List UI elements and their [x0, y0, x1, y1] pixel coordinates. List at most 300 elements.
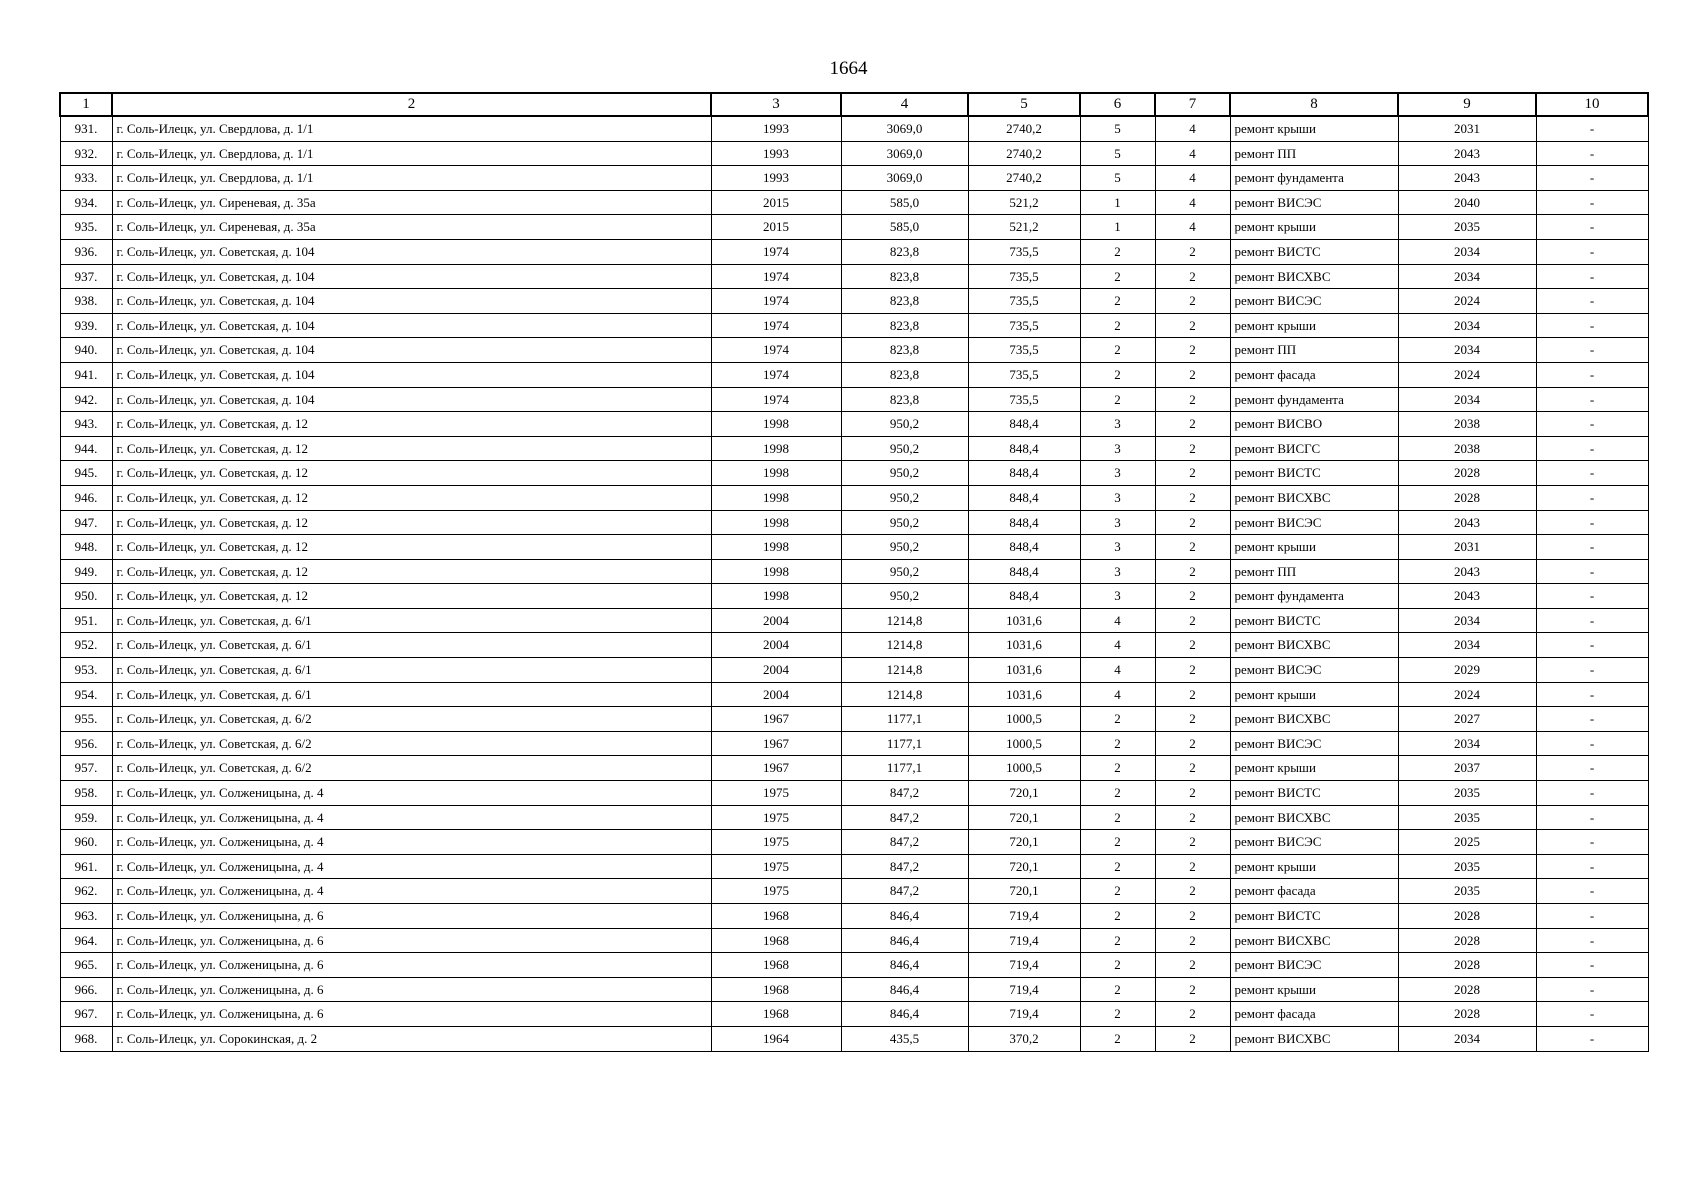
cell-address: г. Соль-Илецк, ул. Советская, д. 12 [112, 485, 711, 510]
cell-year-built: 1998 [711, 461, 841, 486]
cell-living-area: 1031,6 [968, 682, 1080, 707]
cell-living-area: 848,4 [968, 535, 1080, 560]
cell-living-area: 719,4 [968, 953, 1080, 978]
cell-work-type: ремонт ВИСТС [1230, 904, 1398, 929]
cell-address: г. Соль-Илецк, ул. Солженицына, д. 6 [112, 1002, 711, 1027]
table-row [60, 682, 1648, 707]
cell-planned-year: 2029 [1398, 658, 1536, 683]
cell-row-number: 962. [60, 879, 112, 904]
cell-planned-year: 2024 [1398, 289, 1536, 314]
cell-floors: 2 [1080, 362, 1155, 387]
column-header-2: 2 [112, 93, 711, 116]
cell-total-area: 435,5 [841, 1026, 968, 1051]
cell-year-built: 1967 [711, 707, 841, 732]
cell-row-number: 951. [60, 608, 112, 633]
cell-planned-year: 2028 [1398, 1002, 1536, 1027]
table-row [60, 535, 1648, 560]
cell-entrances: 2 [1155, 485, 1230, 510]
cell-living-area: 720,1 [968, 830, 1080, 855]
cell-planned-year: 2028 [1398, 485, 1536, 510]
cell-planned-year: 2034 [1398, 338, 1536, 363]
cell-living-area: 720,1 [968, 879, 1080, 904]
table-row [60, 953, 1648, 978]
cell-cost: - [1536, 190, 1648, 215]
cell-address: г. Соль-Илецк, ул. Советская, д. 12 [112, 510, 711, 535]
column-header-7: 7 [1155, 93, 1230, 116]
cell-floors: 2 [1080, 756, 1155, 781]
cell-living-area: 1000,5 [968, 731, 1080, 756]
cell-year-built: 1998 [711, 535, 841, 560]
cell-floors: 2 [1080, 1026, 1155, 1051]
cell-work-type: ремонт крыши [1230, 756, 1398, 781]
table-row [60, 141, 1648, 166]
cell-planned-year: 2034 [1398, 1026, 1536, 1051]
table-row [60, 362, 1648, 387]
cell-work-type: ремонт фасада [1230, 362, 1398, 387]
table-row [60, 387, 1648, 412]
cell-cost: - [1536, 461, 1648, 486]
cell-entrances: 2 [1155, 387, 1230, 412]
cell-floors: 2 [1080, 1002, 1155, 1027]
cell-floors: 3 [1080, 510, 1155, 535]
table-row [60, 731, 1648, 756]
cell-planned-year: 2034 [1398, 731, 1536, 756]
table-row [60, 264, 1648, 289]
cell-year-built: 1968 [711, 977, 841, 1002]
cell-row-number: 965. [60, 953, 112, 978]
cell-planned-year: 2035 [1398, 215, 1536, 240]
cell-living-area: 735,5 [968, 313, 1080, 338]
cell-total-area: 585,0 [841, 190, 968, 215]
cell-entrances: 2 [1155, 313, 1230, 338]
cell-address: г. Соль-Илецк, ул. Сиреневая, д. 35а [112, 190, 711, 215]
cell-floors: 1 [1080, 190, 1155, 215]
cell-living-area: 1031,6 [968, 658, 1080, 683]
cell-floors: 2 [1080, 977, 1155, 1002]
table-row [60, 1026, 1648, 1051]
cell-address: г. Соль-Илецк, ул. Солженицына, д. 6 [112, 977, 711, 1002]
cell-year-built: 1975 [711, 879, 841, 904]
cell-total-area: 1177,1 [841, 731, 968, 756]
cell-entrances: 2 [1155, 412, 1230, 437]
cell-row-number: 941. [60, 362, 112, 387]
cell-floors: 2 [1080, 904, 1155, 929]
cell-work-type: ремонт ВИСЭС [1230, 190, 1398, 215]
table-row [60, 805, 1648, 830]
cell-living-area: 1031,6 [968, 608, 1080, 633]
cell-address: г. Соль-Илецк, ул. Советская, д. 104 [112, 264, 711, 289]
cell-total-area: 3069,0 [841, 116, 968, 141]
cell-row-number: 964. [60, 928, 112, 953]
cell-total-area: 3069,0 [841, 141, 968, 166]
cell-row-number: 956. [60, 731, 112, 756]
cell-floors: 4 [1080, 608, 1155, 633]
cell-year-built: 1968 [711, 953, 841, 978]
cell-total-area: 847,2 [841, 805, 968, 830]
cell-floors: 3 [1080, 535, 1155, 560]
cell-planned-year: 2025 [1398, 830, 1536, 855]
cell-year-built: 1974 [711, 338, 841, 363]
cell-work-type: ремонт ВИСХВС [1230, 485, 1398, 510]
cell-work-type: ремонт ВИСХВС [1230, 1026, 1398, 1051]
cell-cost: - [1536, 166, 1648, 191]
cell-address: г. Соль-Илецк, ул. Советская, д. 6/1 [112, 608, 711, 633]
cell-total-area: 950,2 [841, 485, 968, 510]
cell-total-area: 950,2 [841, 510, 968, 535]
table-row [60, 116, 1648, 141]
cell-living-area: 848,4 [968, 461, 1080, 486]
cell-cost: - [1536, 387, 1648, 412]
cell-work-type: ремонт ВИСТС [1230, 461, 1398, 486]
cell-floors: 2 [1080, 338, 1155, 363]
cell-row-number: 961. [60, 854, 112, 879]
cell-total-area: 950,2 [841, 412, 968, 437]
cell-cost: - [1536, 707, 1648, 732]
cell-year-built: 1974 [711, 313, 841, 338]
cell-planned-year: 2028 [1398, 953, 1536, 978]
table-row [60, 928, 1648, 953]
cell-entrances: 2 [1155, 707, 1230, 732]
cell-row-number: 944. [60, 436, 112, 461]
cell-planned-year: 2034 [1398, 633, 1536, 658]
cell-living-area: 2740,2 [968, 116, 1080, 141]
cell-year-built: 2004 [711, 633, 841, 658]
cell-floors: 4 [1080, 633, 1155, 658]
cell-total-area: 823,8 [841, 264, 968, 289]
cell-floors: 3 [1080, 436, 1155, 461]
cell-address: г. Соль-Илецк, ул. Солженицына, д. 4 [112, 830, 711, 855]
cell-work-type: ремонт ВИСЭС [1230, 510, 1398, 535]
cell-work-type: ремонт ВИСХВС [1230, 264, 1398, 289]
cell-entrances: 2 [1155, 510, 1230, 535]
cell-row-number: 968. [60, 1026, 112, 1051]
cell-address: г. Соль-Илецк, ул. Сорокинская, д. 2 [112, 1026, 711, 1051]
cell-work-type: ремонт ВИСТС [1230, 239, 1398, 264]
cell-address: г. Соль-Илецк, ул. Советская, д. 12 [112, 461, 711, 486]
cell-address: г. Соль-Илецк, ул. Солженицына, д. 4 [112, 854, 711, 879]
cell-row-number: 933. [60, 166, 112, 191]
cell-floors: 2 [1080, 805, 1155, 830]
table-row [60, 584, 1648, 609]
cell-row-number: 963. [60, 904, 112, 929]
cell-work-type: ремонт ПП [1230, 141, 1398, 166]
cell-entrances: 2 [1155, 953, 1230, 978]
cell-address: г. Соль-Илецк, ул. Советская, д. 6/2 [112, 707, 711, 732]
cell-year-built: 1967 [711, 731, 841, 756]
cell-work-type: ремонт ВИСЭС [1230, 289, 1398, 314]
cell-floors: 3 [1080, 485, 1155, 510]
cell-living-area: 735,5 [968, 387, 1080, 412]
column-header-4: 4 [841, 93, 968, 116]
cell-total-area: 1214,8 [841, 658, 968, 683]
cell-planned-year: 2043 [1398, 584, 1536, 609]
table-row [60, 559, 1648, 584]
cell-year-built: 1975 [711, 830, 841, 855]
cell-floors: 2 [1080, 387, 1155, 412]
cell-living-area: 521,2 [968, 215, 1080, 240]
cell-living-area: 720,1 [968, 781, 1080, 806]
cell-address: г. Соль-Илецк, ул. Советская, д. 104 [112, 338, 711, 363]
cell-cost: - [1536, 1026, 1648, 1051]
table-row [60, 412, 1648, 437]
cell-address: г. Соль-Илецк, ул. Советская, д. 104 [112, 362, 711, 387]
cell-entrances: 2 [1155, 805, 1230, 830]
page-number: 1664 [829, 58, 868, 79]
cell-year-built: 1964 [711, 1026, 841, 1051]
cell-entrances: 2 [1155, 977, 1230, 1002]
cell-planned-year: 2043 [1398, 559, 1536, 584]
cell-address: г. Соль-Илецк, ул. Солженицына, д. 6 [112, 928, 711, 953]
cell-floors: 2 [1080, 879, 1155, 904]
cell-entrances: 2 [1155, 1002, 1230, 1027]
column-header-3: 3 [711, 93, 841, 116]
cell-cost: - [1536, 338, 1648, 363]
cell-address: г. Соль-Илецк, ул. Советская, д. 12 [112, 412, 711, 437]
table-row [60, 1002, 1648, 1027]
cell-year-built: 1975 [711, 805, 841, 830]
cell-address: г. Соль-Илецк, ул. Советская, д. 104 [112, 239, 711, 264]
cell-total-area: 1214,8 [841, 682, 968, 707]
table-row [60, 436, 1648, 461]
column-number-header-row [60, 93, 1648, 116]
cell-floors: 3 [1080, 461, 1155, 486]
cell-floors: 3 [1080, 584, 1155, 609]
cell-year-built: 2015 [711, 215, 841, 240]
cell-planned-year: 2043 [1398, 166, 1536, 191]
cell-entrances: 4 [1155, 116, 1230, 141]
cell-work-type: ремонт ВИСТС [1230, 781, 1398, 806]
cell-total-area: 823,8 [841, 313, 968, 338]
cell-planned-year: 2038 [1398, 436, 1536, 461]
cell-work-type: ремонт ВИСЭС [1230, 731, 1398, 756]
cell-entrances: 2 [1155, 289, 1230, 314]
cell-year-built: 1998 [711, 510, 841, 535]
column-header-5: 5 [968, 93, 1080, 116]
cell-planned-year: 2040 [1398, 190, 1536, 215]
cell-work-type: ремонт ВИСХВС [1230, 633, 1398, 658]
cell-cost: - [1536, 608, 1648, 633]
cell-floors: 4 [1080, 658, 1155, 683]
column-header-9: 9 [1398, 93, 1536, 116]
cell-work-type: ремонт ВИСХВС [1230, 928, 1398, 953]
cell-floors: 2 [1080, 781, 1155, 806]
cell-row-number: 932. [60, 141, 112, 166]
cell-cost: - [1536, 215, 1648, 240]
cell-work-type: ремонт фундамента [1230, 387, 1398, 412]
cell-cost: - [1536, 535, 1648, 560]
cell-address: г. Соль-Илецк, ул. Сиреневая, д. 35а [112, 215, 711, 240]
cell-address: г. Соль-Илецк, ул. Солженицына, д. 4 [112, 805, 711, 830]
cell-total-area: 846,4 [841, 977, 968, 1002]
table-row [60, 904, 1648, 929]
cell-entrances: 2 [1155, 633, 1230, 658]
cell-cost: - [1536, 731, 1648, 756]
cell-year-built: 2015 [711, 190, 841, 215]
cell-entrances: 2 [1155, 756, 1230, 781]
table-row [60, 190, 1648, 215]
cell-living-area: 848,4 [968, 584, 1080, 609]
cell-work-type: ремонт крыши [1230, 977, 1398, 1002]
cell-work-type: ремонт ПП [1230, 559, 1398, 584]
cell-row-number: 945. [60, 461, 112, 486]
cell-row-number: 934. [60, 190, 112, 215]
cell-floors: 2 [1080, 707, 1155, 732]
cell-row-number: 954. [60, 682, 112, 707]
cell-entrances: 2 [1155, 559, 1230, 584]
table-row [60, 830, 1648, 855]
cell-entrances: 4 [1155, 166, 1230, 191]
cell-year-built: 1967 [711, 756, 841, 781]
cell-floors: 1 [1080, 215, 1155, 240]
cell-address: г. Соль-Илецк, ул. Советская, д. 6/1 [112, 682, 711, 707]
cell-year-built: 2004 [711, 608, 841, 633]
cell-year-built: 1974 [711, 239, 841, 264]
cell-work-type: ремонт крыши [1230, 535, 1398, 560]
cell-planned-year: 2034 [1398, 608, 1536, 633]
cell-entrances: 2 [1155, 584, 1230, 609]
cell-living-area: 848,4 [968, 510, 1080, 535]
cell-cost: - [1536, 264, 1648, 289]
cell-floors: 2 [1080, 289, 1155, 314]
table-row [60, 289, 1648, 314]
cell-planned-year: 2034 [1398, 239, 1536, 264]
cell-address: г. Соль-Илецк, ул. Свердлова, д. 1/1 [112, 166, 711, 191]
cell-total-area: 1214,8 [841, 608, 968, 633]
cell-work-type: ремонт фасада [1230, 879, 1398, 904]
cell-row-number: 959. [60, 805, 112, 830]
column-header-10: 10 [1536, 93, 1648, 116]
cell-row-number: 938. [60, 289, 112, 314]
cell-living-area: 719,4 [968, 977, 1080, 1002]
cell-row-number: 960. [60, 830, 112, 855]
cell-year-built: 1993 [711, 116, 841, 141]
cell-living-area: 735,5 [968, 239, 1080, 264]
cell-work-type: ремонт ВИСХВС [1230, 707, 1398, 732]
cell-cost: - [1536, 239, 1648, 264]
cell-living-area: 848,4 [968, 412, 1080, 437]
cell-address: г. Соль-Илецк, ул. Советская, д. 12 [112, 535, 711, 560]
column-header-1: 1 [60, 93, 112, 116]
cell-planned-year: 2035 [1398, 854, 1536, 879]
cell-cost: - [1536, 436, 1648, 461]
cell-cost: - [1536, 412, 1648, 437]
cell-cost: - [1536, 313, 1648, 338]
cell-floors: 2 [1080, 239, 1155, 264]
cell-floors: 5 [1080, 116, 1155, 141]
cell-living-area: 1031,6 [968, 633, 1080, 658]
cell-living-area: 848,4 [968, 485, 1080, 510]
cell-cost: - [1536, 854, 1648, 879]
table-row [60, 879, 1648, 904]
cell-work-type: ремонт ВИСХВС [1230, 805, 1398, 830]
cell-floors: 3 [1080, 559, 1155, 584]
cell-entrances: 2 [1155, 731, 1230, 756]
cell-year-built: 1998 [711, 584, 841, 609]
cell-row-number: 967. [60, 1002, 112, 1027]
repair-schedule-table [59, 92, 1649, 1052]
cell-total-area: 950,2 [841, 461, 968, 486]
cell-living-area: 719,4 [968, 928, 1080, 953]
cell-work-type: ремонт ВИСЭС [1230, 953, 1398, 978]
cell-planned-year: 2043 [1398, 141, 1536, 166]
cell-cost: - [1536, 977, 1648, 1002]
cell-entrances: 2 [1155, 1026, 1230, 1051]
cell-year-built: 1974 [711, 387, 841, 412]
cell-planned-year: 2034 [1398, 387, 1536, 412]
cell-entrances: 4 [1155, 190, 1230, 215]
cell-planned-year: 2037 [1398, 756, 1536, 781]
table-row [60, 338, 1648, 363]
table-row [60, 977, 1648, 1002]
cell-year-built: 1974 [711, 264, 841, 289]
cell-planned-year: 2034 [1398, 264, 1536, 289]
cell-row-number: 957. [60, 756, 112, 781]
cell-floors: 5 [1080, 141, 1155, 166]
cell-cost: - [1536, 141, 1648, 166]
cell-row-number: 966. [60, 977, 112, 1002]
cell-address: г. Соль-Илецк, ул. Советская, д. 104 [112, 387, 711, 412]
table-row [60, 854, 1648, 879]
cell-floors: 2 [1080, 830, 1155, 855]
cell-living-area: 735,5 [968, 338, 1080, 363]
table-row [60, 658, 1648, 683]
cell-total-area: 847,2 [841, 781, 968, 806]
cell-planned-year: 2027 [1398, 707, 1536, 732]
cell-cost: - [1536, 1002, 1648, 1027]
cell-work-type: ремонт ВИСТС [1230, 608, 1398, 633]
cell-address: г. Соль-Илецк, ул. Солженицына, д. 4 [112, 879, 711, 904]
cell-address: г. Соль-Илецк, ул. Советская, д. 6/2 [112, 756, 711, 781]
cell-total-area: 846,4 [841, 1002, 968, 1027]
cell-row-number: 935. [60, 215, 112, 240]
cell-row-number: 949. [60, 559, 112, 584]
cell-planned-year: 2028 [1398, 977, 1536, 1002]
cell-row-number: 943. [60, 412, 112, 437]
cell-total-area: 585,0 [841, 215, 968, 240]
cell-floors: 5 [1080, 166, 1155, 191]
cell-address: г. Соль-Илецк, ул. Советская, д. 104 [112, 289, 711, 314]
cell-address: г. Соль-Илецк, ул. Солженицына, д. 6 [112, 904, 711, 929]
cell-total-area: 823,8 [841, 387, 968, 412]
table-row [60, 313, 1648, 338]
cell-row-number: 947. [60, 510, 112, 535]
cell-work-type: ремонт фасада [1230, 1002, 1398, 1027]
cell-living-area: 735,5 [968, 264, 1080, 289]
cell-cost: - [1536, 658, 1648, 683]
cell-planned-year: 2034 [1398, 313, 1536, 338]
cell-entrances: 2 [1155, 461, 1230, 486]
cell-total-area: 950,2 [841, 436, 968, 461]
cell-planned-year: 2031 [1398, 116, 1536, 141]
cell-cost: - [1536, 953, 1648, 978]
cell-cost: - [1536, 928, 1648, 953]
cell-row-number: 955. [60, 707, 112, 732]
cell-floors: 2 [1080, 953, 1155, 978]
cell-work-type: ремонт крыши [1230, 215, 1398, 240]
cell-floors: 2 [1080, 854, 1155, 879]
cell-year-built: 1993 [711, 141, 841, 166]
cell-total-area: 847,2 [841, 830, 968, 855]
cell-living-area: 521,2 [968, 190, 1080, 215]
cell-planned-year: 2035 [1398, 879, 1536, 904]
cell-planned-year: 2024 [1398, 682, 1536, 707]
cell-year-built: 1993 [711, 166, 841, 191]
cell-year-built: 1975 [711, 854, 841, 879]
cell-living-area: 2740,2 [968, 166, 1080, 191]
cell-row-number: 946. [60, 485, 112, 510]
cell-year-built: 1998 [711, 559, 841, 584]
table-row [60, 633, 1648, 658]
